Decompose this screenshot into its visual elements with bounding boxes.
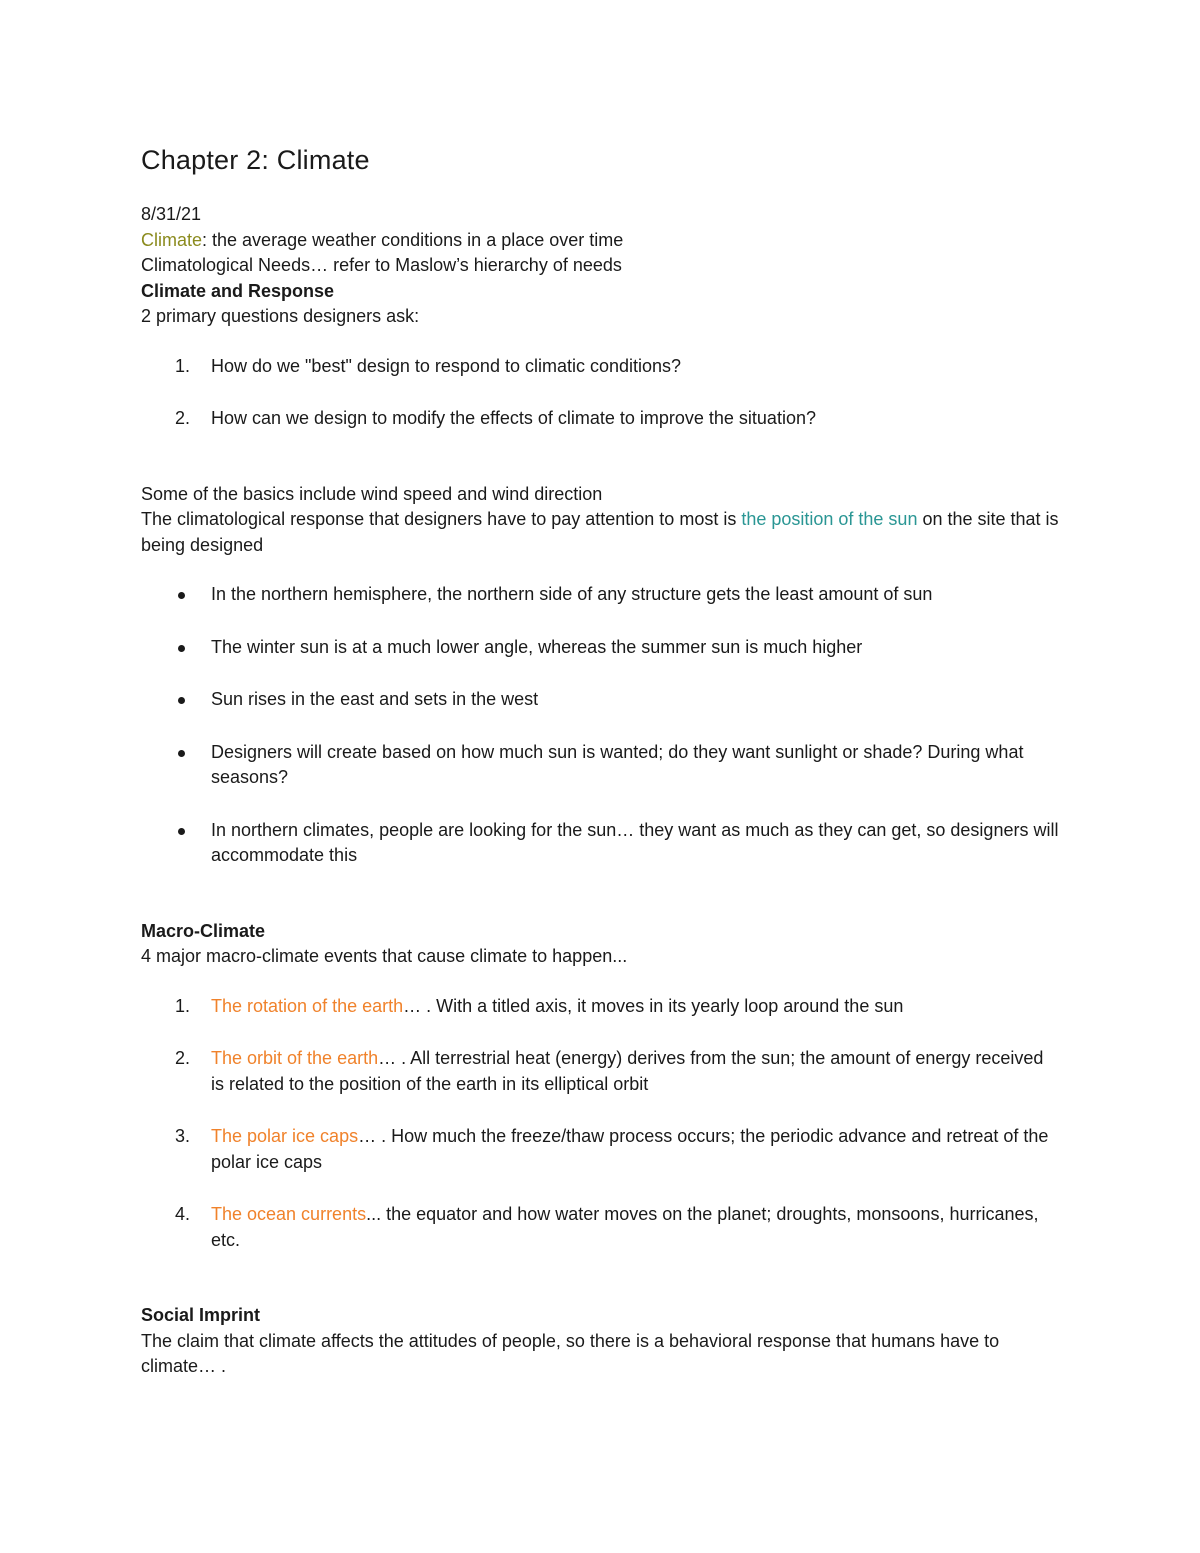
climate-definition-text: : the average weather conditions in a place over time <box>202 229 624 250</box>
list-item <box>141 354 1061 380</box>
questions-list <box>141 354 1061 432</box>
sun-position-highlight: the position of the sun <box>741 509 918 529</box>
list-item <box>141 994 1061 1020</box>
bullet-icon <box>178 828 185 835</box>
social-imprint-text: The claim that climate affects the attitudes of people, so there is a behavioral response that humans have to climate… . <box>141 1330 1000 1376</box>
event-text: … . How much the freeze/thaw process occurs; the periodic advance and retreat of the polar ice caps <box>211 1126 1049 1172</box>
macro-events-list <box>141 994 1061 1254</box>
event-term: The rotation of the earth <box>211 995 404 1016</box>
climate-term: Climate <box>141 229 203 250</box>
list-item-text: In the northern hemisphere, the northern side of any structure gets the least amount of sun <box>211 584 933 604</box>
sun-bullet-list <box>141 582 1061 869</box>
section-heading-macro-climate: Macro-Climate <box>141 920 266 941</box>
list-number: 1. <box>175 355 191 376</box>
questions-intro: 2 primary questions designers ask: <box>141 306 420 326</box>
list-item <box>141 818 1061 869</box>
event-term: The ocean currents <box>211 1204 367 1224</box>
list-item <box>141 1124 1061 1175</box>
basics-line: Some of the basics include wind speed and wind direction <box>141 483 603 504</box>
bullet-icon <box>178 697 185 704</box>
list-number: 4. <box>175 1204 191 1224</box>
list-item-text: How can we design to modify the effects of climate to improve the situation? <box>211 408 816 428</box>
section-heading-climate-response: Climate and Response <box>141 280 335 301</box>
bullet-icon <box>178 645 185 652</box>
event-term: The orbit of the earth <box>211 1048 379 1068</box>
event-text: ... the equator and how water moves on the planet; droughts, monsoons, hurricanes, etc. <box>211 1204 1039 1250</box>
list-number: 3. <box>175 1126 191 1146</box>
page-title: Chapter 2: Climate <box>141 145 370 175</box>
list-item <box>141 740 1061 791</box>
list-item-text: Sun rises in the east and sets in the west <box>211 689 539 709</box>
list-item <box>141 635 1061 661</box>
bullet-icon <box>178 750 185 757</box>
list-item <box>141 1202 1061 1253</box>
document-page <box>141 140 1061 1380</box>
list-item <box>141 406 1061 432</box>
list-item-text: How do we "best" design to respond to climatic conditions? <box>211 355 682 376</box>
list-item <box>141 1046 1061 1097</box>
event-text: … . All terrestrial heat (energy) derives from the sun; the amount of energy received is related to the position of the earth in its elliptical orbit <box>211 1048 1044 1094</box>
response-text-start: The climatological response that designers have to pay attention to most is <box>141 509 742 529</box>
list-item-text: The winter sun is at a much lower angle, whereas the summer sun is much higher <box>211 636 863 657</box>
climate-definition <box>141 228 1061 254</box>
needs-line: Climatological Needs… refer to Maslow’s hierarchy of needs <box>141 255 622 275</box>
response-paragraph <box>141 507 1061 558</box>
response-text-end: on the site that is being designed <box>141 509 1059 555</box>
event-text: … . With a titled axis, it moves in its yearly loop around the sun <box>403 995 904 1016</box>
list-number: 1. <box>175 995 191 1016</box>
list-item <box>141 687 1061 713</box>
date-line: 8/31/21 <box>141 204 202 224</box>
list-item <box>141 582 1061 608</box>
list-item-text: Designers will create based on how much sun is wanted; do they want sunlight or shade? During what seasons? <box>211 741 1024 787</box>
list-number: 2. <box>175 1048 191 1068</box>
bullet-icon <box>178 592 185 599</box>
list-item-text: In northern climates, people are looking for the sun… they want as much as they can get, so designers will accommodate this <box>211 819 1059 865</box>
event-term: The polar ice caps <box>211 1126 359 1146</box>
section-heading-social-imprint: Social Imprint <box>141 1305 261 1325</box>
macro-intro: 4 major macro-climate events that cause climate to happen... <box>141 946 628 966</box>
list-number: 2. <box>175 408 191 428</box>
